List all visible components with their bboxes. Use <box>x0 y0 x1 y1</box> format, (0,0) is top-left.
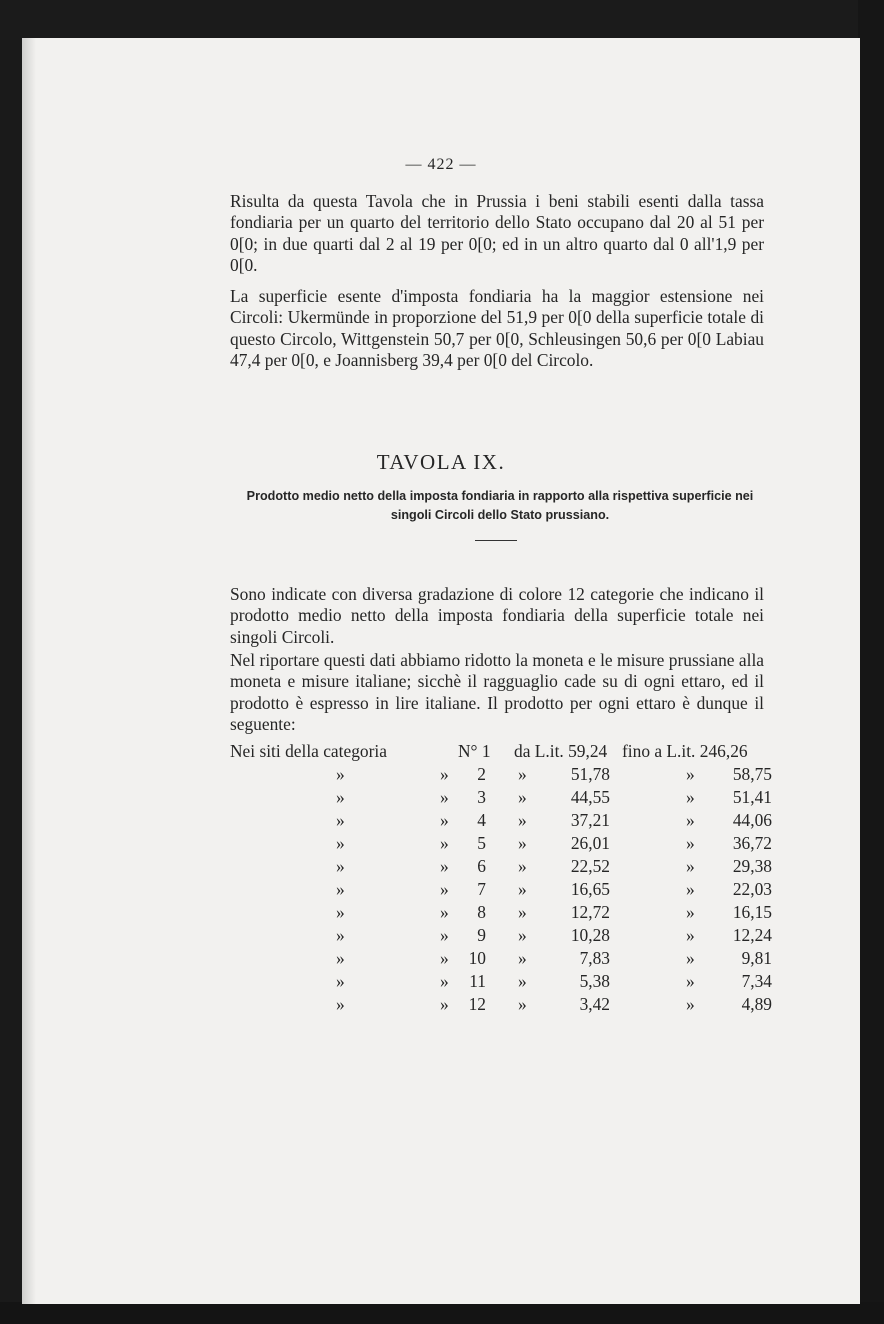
scan-border-right <box>858 0 884 1324</box>
ditto-mark: » <box>336 833 345 853</box>
category-row <box>230 832 770 855</box>
ditto-mark: » <box>518 925 527 945</box>
category-number: 9 <box>477 925 486 945</box>
category-number: 8 <box>477 902 486 922</box>
category-table <box>230 740 770 1016</box>
ditto-mark: » <box>518 948 527 968</box>
ditto-mark: » <box>518 856 527 876</box>
category-number: 3 <box>477 787 486 807</box>
table-subtitle: Prodotto medio netto della imposta fondiaria in rapporto alla rispettiva superficie nei singoli Circoli dello Stato prussiano. <box>246 489 754 522</box>
category-number: 10 <box>468 948 486 968</box>
ditto-mark: » <box>440 994 449 1014</box>
table-title: TAVOLA IX. <box>376 450 506 474</box>
ditto-mark: » <box>518 833 527 853</box>
ditto-mark: » <box>686 971 695 991</box>
category-row-from-label: da L.it. 59,24 <box>514 741 608 761</box>
category-value-from: 26,01 <box>570 833 610 853</box>
category-number: 2 <box>477 764 486 784</box>
page-number: — 422 — <box>405 156 477 173</box>
category-value-to: 51,41 <box>732 787 772 807</box>
ditto-mark: » <box>686 810 695 830</box>
paragraph-2 <box>230 286 764 372</box>
paragraph-3 <box>230 584 764 648</box>
category-value-from: 10,28 <box>570 925 610 945</box>
page-gutter-shadow <box>22 38 36 1304</box>
ditto-mark: » <box>518 764 527 784</box>
ditto-mark: » <box>336 810 345 830</box>
category-row <box>230 947 770 970</box>
category-value-to: 29,38 <box>732 856 772 876</box>
ditto-mark: » <box>336 764 345 784</box>
category-row <box>230 924 770 947</box>
ditto-mark: » <box>440 787 449 807</box>
ditto-mark: » <box>440 925 449 945</box>
ditto-mark: » <box>336 879 345 899</box>
ditto-mark: » <box>440 902 449 922</box>
category-value-to: 7,34 <box>741 971 772 991</box>
category-value-to: 9,81 <box>741 948 772 968</box>
category-value-to: 12,24 <box>732 925 772 945</box>
paragraph-4-text: Nel riportare questi dati abbiamo ridotto la moneta e le misure prussiane alla moneta e misure italiane; sicchè il ragguaglio cade su di ogni ettaro, ed il prodotto è espresso in lire italiane. Il prodotto per ogni ettaro è dunque il seguente: <box>230 650 764 735</box>
category-row-num-label: N° 1 <box>458 741 491 761</box>
category-row-to-label: fino a L.it. 246,26 <box>622 741 748 761</box>
ditto-mark: » <box>336 856 345 876</box>
ditto-mark: » <box>440 971 449 991</box>
category-number: 6 <box>477 856 486 876</box>
paragraph-3-text: Sono indicate con diversa gradazione di colore 12 categorie che indicano il prodotto medio netto della imposta fondiaria della superficie totale nei singoli Circoli. <box>230 584 764 647</box>
category-value-to: 16,15 <box>732 902 772 922</box>
ditto-mark: » <box>518 971 527 991</box>
category-value-from: 37,21 <box>570 810 610 830</box>
ditto-mark: » <box>440 879 449 899</box>
paragraph-2-text: La superficie esente d'imposta fondiaria ha la maggior estensione nei Circoli: Ukermünde in proporzione del 51,9 per 0[0 della superficie totale di questo Circolo, Wittgenstein 50,7 per 0[0, Schleusingen 50,6 per 0[0 Labiau 47,4 per 0[0, e Joannisberg 39,4 per 0[0 del Circolo. <box>230 286 764 371</box>
ditto-mark: » <box>686 994 695 1014</box>
category-number: 11 <box>469 971 486 991</box>
category-number: 4 <box>477 810 486 830</box>
ditto-mark: » <box>336 948 345 968</box>
category-row <box>230 970 770 993</box>
scan-border-bottom <box>0 1302 884 1324</box>
category-row-label: Nei siti della categoria <box>230 741 387 761</box>
paragraph-4 <box>230 650 764 736</box>
ditto-mark: » <box>336 925 345 945</box>
category-number: 5 <box>477 833 486 853</box>
document-page <box>22 38 860 1304</box>
ditto-mark: » <box>518 879 527 899</box>
ditto-mark: » <box>336 902 345 922</box>
category-value-from: 3,42 <box>579 994 610 1014</box>
ditto-mark: » <box>440 948 449 968</box>
category-row <box>230 993 770 1016</box>
category-row <box>230 786 770 809</box>
category-value-from: 51,78 <box>570 764 610 784</box>
category-value-from: 16,65 <box>570 879 610 899</box>
category-row <box>230 809 770 832</box>
category-value-to: 44,06 <box>732 810 772 830</box>
category-row <box>230 763 770 786</box>
ditto-mark: » <box>336 787 345 807</box>
ditto-mark: » <box>440 810 449 830</box>
scan-border-top <box>0 0 884 40</box>
ditto-mark: » <box>686 902 695 922</box>
category-value-from: 5,38 <box>579 971 610 991</box>
category-value-from: 7,83 <box>579 948 610 968</box>
category-row <box>230 878 770 901</box>
category-row-first <box>230 740 770 763</box>
paragraph-1 <box>230 191 764 277</box>
ditto-mark: » <box>686 764 695 784</box>
category-number: 7 <box>477 879 486 899</box>
ditto-mark: » <box>686 925 695 945</box>
category-value-from: 12,72 <box>570 902 610 922</box>
ditto-mark: » <box>336 994 345 1014</box>
category-number: 12 <box>468 994 486 1014</box>
ditto-mark: » <box>518 902 527 922</box>
category-row <box>230 855 770 878</box>
ditto-mark: » <box>686 879 695 899</box>
paragraph-1-text: Risulta da questa Tavola che in Prussia i beni stabili esenti dalla tassa fondiaria per un quarto del territorio dello Stato occupano dal 20 al 51 per 0[0; in due quarti dal 2 al 19 per 0[0; ed in un altro quarto dal 0 all'1,9 per 0[0. <box>230 191 764 276</box>
category-value-from: 44,55 <box>570 787 610 807</box>
category-value-to: 58,75 <box>732 764 772 784</box>
ditto-mark: » <box>518 810 527 830</box>
category-value-to: 36,72 <box>732 833 772 853</box>
ditto-mark: » <box>518 994 527 1014</box>
category-value-to: 22,03 <box>732 879 772 899</box>
ditto-mark: » <box>686 833 695 853</box>
ditto-mark: » <box>686 856 695 876</box>
category-value-to: 4,89 <box>741 994 772 1014</box>
ditto-mark: » <box>518 787 527 807</box>
category-row <box>230 901 770 924</box>
ditto-mark: » <box>336 971 345 991</box>
category-value-from: 22,52 <box>570 856 610 876</box>
ditto-mark: » <box>440 856 449 876</box>
ditto-mark: » <box>686 787 695 807</box>
ditto-mark: » <box>686 948 695 968</box>
ditto-mark: » <box>440 833 449 853</box>
section-divider <box>475 540 517 541</box>
ditto-mark: » <box>440 764 449 784</box>
